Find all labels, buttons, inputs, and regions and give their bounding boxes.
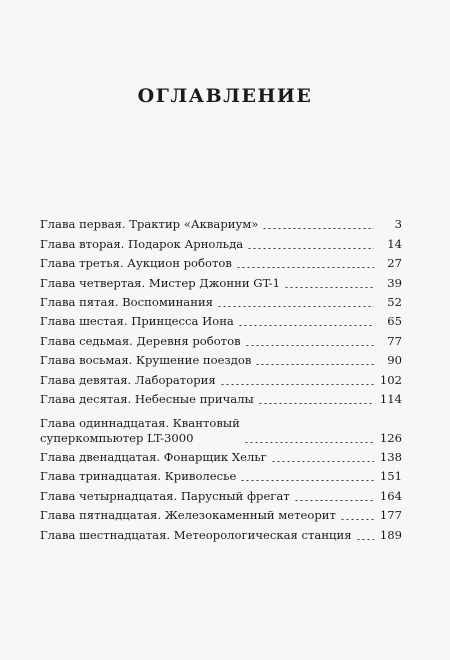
toc-page-number: 164 (379, 488, 402, 503)
toc-chapter-title: Глава шестая. Принцесса Иона (40, 314, 234, 329)
toc-page-number: 102 (379, 372, 402, 387)
toc-page-number: 27 (387, 256, 402, 271)
toc-chapter-title: Глава пятая. Воспоминания (40, 294, 213, 309)
toc-entry (40, 504, 402, 523)
toc-page-number: 14 (387, 236, 402, 251)
toc-chapter-title: Глава четвертая. Мистер Джонни GT-1 (40, 275, 281, 290)
dot-leader (245, 345, 374, 346)
dot-leader (284, 287, 374, 288)
toc-entry (40, 252, 402, 271)
dot-leader (340, 519, 374, 520)
toc-chapter-title: Глава двенадцатая. Фонарщик Хельг (40, 450, 267, 465)
toc-entry (40, 232, 402, 251)
toc-entry (40, 523, 402, 542)
toc-page-number: 52 (387, 294, 402, 309)
toc-page-number: 65 (387, 314, 402, 329)
toc-chapter-title: Глава десятая. Небесные причалы (40, 391, 254, 406)
dot-leader (236, 267, 374, 268)
dot-leader (244, 442, 374, 443)
toc-entry (40, 446, 402, 465)
dot-leader (255, 364, 374, 365)
toc-page-number: 189 (379, 527, 402, 542)
toc-entry (40, 291, 402, 310)
toc-chapter-title: Глава первая. Трактир «Аквариум» (40, 217, 259, 232)
toc-chapter-title: Глава восьмая. Крушение поездов (40, 353, 252, 368)
dot-leader (220, 384, 374, 385)
dot-leader (271, 461, 374, 462)
toc-entry (40, 388, 402, 407)
toc-chapter-title: Глава тринадцатая. Криволесье (40, 469, 237, 484)
toc-chapter-title: Глава шестнадцатая. Метеорологическая станция (40, 527, 352, 542)
table-of-contents (40, 213, 402, 543)
toc-entry (40, 484, 402, 503)
toc-entry (40, 329, 402, 348)
toc-chapter-title: Глава пятнадцатая. Железокаменный метеорит (40, 508, 336, 523)
toc-page-number: 39 (387, 275, 402, 290)
page-title: ОГЛАВЛЕНИЕ (137, 85, 313, 107)
toc-entry (40, 271, 402, 290)
toc-chapter-title: Глава девятая. Лаборатория (40, 372, 216, 387)
toc-page-number: 90 (387, 353, 402, 368)
toc-entry (40, 349, 402, 368)
toc-page-number: 3 (394, 217, 402, 232)
dot-leader (356, 539, 374, 540)
dot-leader (217, 306, 374, 307)
toc-entry (40, 213, 402, 232)
toc-page-number: 77 (387, 333, 402, 348)
toc-entry (40, 310, 402, 329)
toc-page-number: 138 (379, 450, 402, 465)
toc-chapter-title: Глава третья. Аукцион роботов (40, 256, 232, 271)
dot-leader (258, 403, 374, 404)
toc-entry (40, 465, 402, 484)
toc-page-number: 126 (379, 430, 402, 445)
toc-page-number: 151 (379, 469, 402, 484)
dot-leader (240, 480, 374, 481)
toc-chapter-title: Глава четырнадцатая. Парусный фрегат (40, 488, 290, 503)
dot-leader (262, 228, 374, 229)
dot-leader (247, 248, 374, 249)
toc-page-number: 114 (379, 391, 402, 406)
toc-chapter-title: Глава одиннадцатая. Квантовый суперкомпьютер LT-3000 (40, 415, 240, 445)
dot-leader (238, 325, 374, 326)
dot-leader (294, 500, 374, 501)
toc-page-number: 177 (379, 508, 402, 523)
toc-entry (40, 368, 402, 387)
toc-chapter-title: Глава вторая. Подарок Арнольда (40, 236, 244, 251)
toc-entry (40, 407, 402, 446)
toc-chapter-title: Глава седьмая. Деревня роботов (40, 333, 241, 348)
